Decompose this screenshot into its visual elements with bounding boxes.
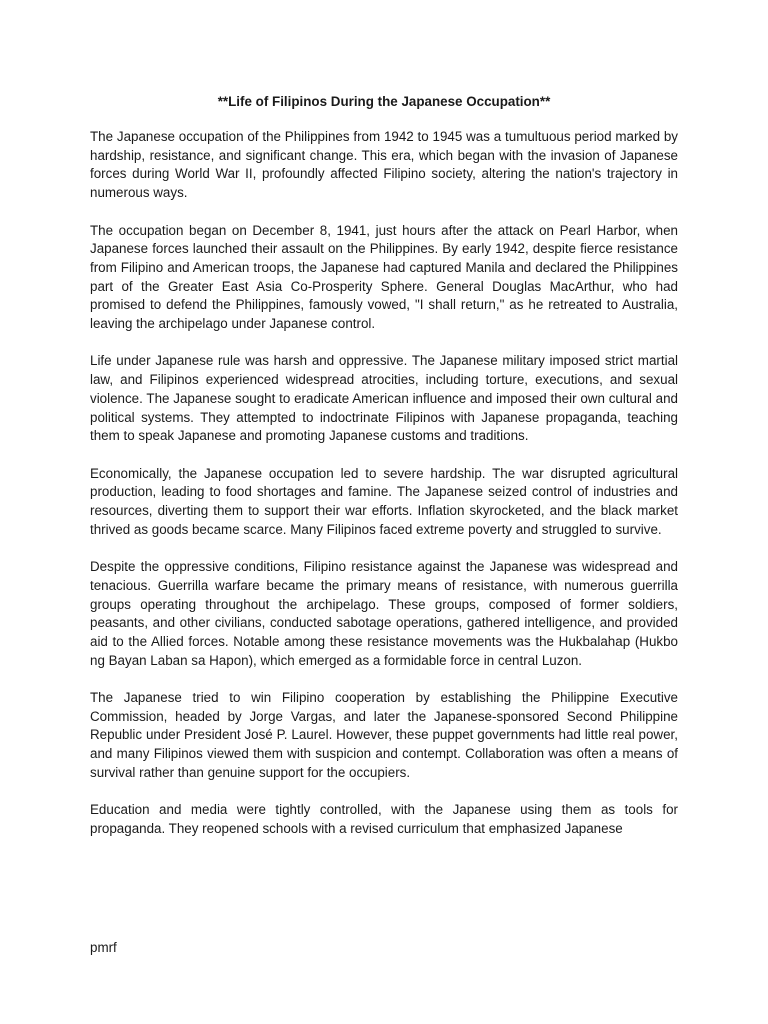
paragraph-economy: Economically, the Japanese occupation led to severe hardship. The war disrupted agricultural production, leading to food shortages and famine. The Japanese seized control of industries and resources, diverting them to support their war efforts. Inflation skyrocketed, and the black market thrived as goods became scarce. Many Filipinos faced extreme poverty and struggled to survive. [90, 465, 678, 537]
paragraph-japanese-rule: Life under Japanese rule was harsh and oppressive. The Japanese military imposed strict martial law, and Filipinos experienced widespread atrocities, including torture, executions, and sexual violence. The Japanese sought to eradicate American influence and imposed their own cultural and political systems. They attempted to indoctrinate Filipinos with Japanese propaganda, teaching them to speak Japanese and promoting Japanese customs and traditions. [90, 353, 678, 444]
paragraph-resistance: Despite the oppressive conditions, Filipino resistance against the Japanese was widespread and tenacious. Guerrilla warfare became the primary means of resistance, with numerous guerrilla groups operating throughout the archipelago. These groups, composed of former soldiers, peasants, and other civilians, conducted sabotage operations, gathered intelligence, and provided aid to the Allied forces. Notable among these resistance movements was the Hukbalahap (Hukbo ng Bayan Laban sa Hapon), which emerged as a formidable force in central Luzon. [90, 559, 678, 668]
paragraph-education: Education and media were tightly controlled, with the Japanese using them as tools for propaganda. They reopened schools with a revised curriculum that emphasized Japanese [90, 802, 678, 836]
paragraph-invasion: The occupation began on December 8, 1941, just hours after the attack on Pearl Harbor, when Japanese forces launched their assault on the Philippines. By early 1942, despite fierce resistance from Filipino and American troops, the Japanese had captured Manila and declared the Philippines part of the Greater East Asia Co-Prosperity Sphere. General Douglas MacArthur, who had promised to defend the Philippines, famously vowed, "I shall return," as he retreated to Australia, leaving the archipelago under Japanese control. [90, 222, 678, 332]
document-body [90, 128, 678, 857]
page-footer: pmrf [90, 940, 117, 955]
document-title: **Life of Filipinos During the Japanese Occupation** [217, 94, 551, 109]
paragraph-collaboration: The Japanese tried to win Filipino cooperation by establishing the Philippine Executive Commission, headed by Jorge Vargas, and later the Japanese-sponsored Second Philippine Republic under President José P. Laurel. However, these puppet governments had little real power, and many Filipinos viewed them with suspicion and contempt. Collaboration was often a means of survival rather than genuine support for the occupiers. [90, 690, 678, 780]
paragraph-intro: The Japanese occupation of the Philippines from 1942 to 1945 was a tumultuous period marked by hardship, resistance, and significant change. This era, which began with the invasion of Japanese forces during World War II, profoundly affected Filipino society, altering the nation's trajectory in numerous ways. [90, 129, 678, 201]
